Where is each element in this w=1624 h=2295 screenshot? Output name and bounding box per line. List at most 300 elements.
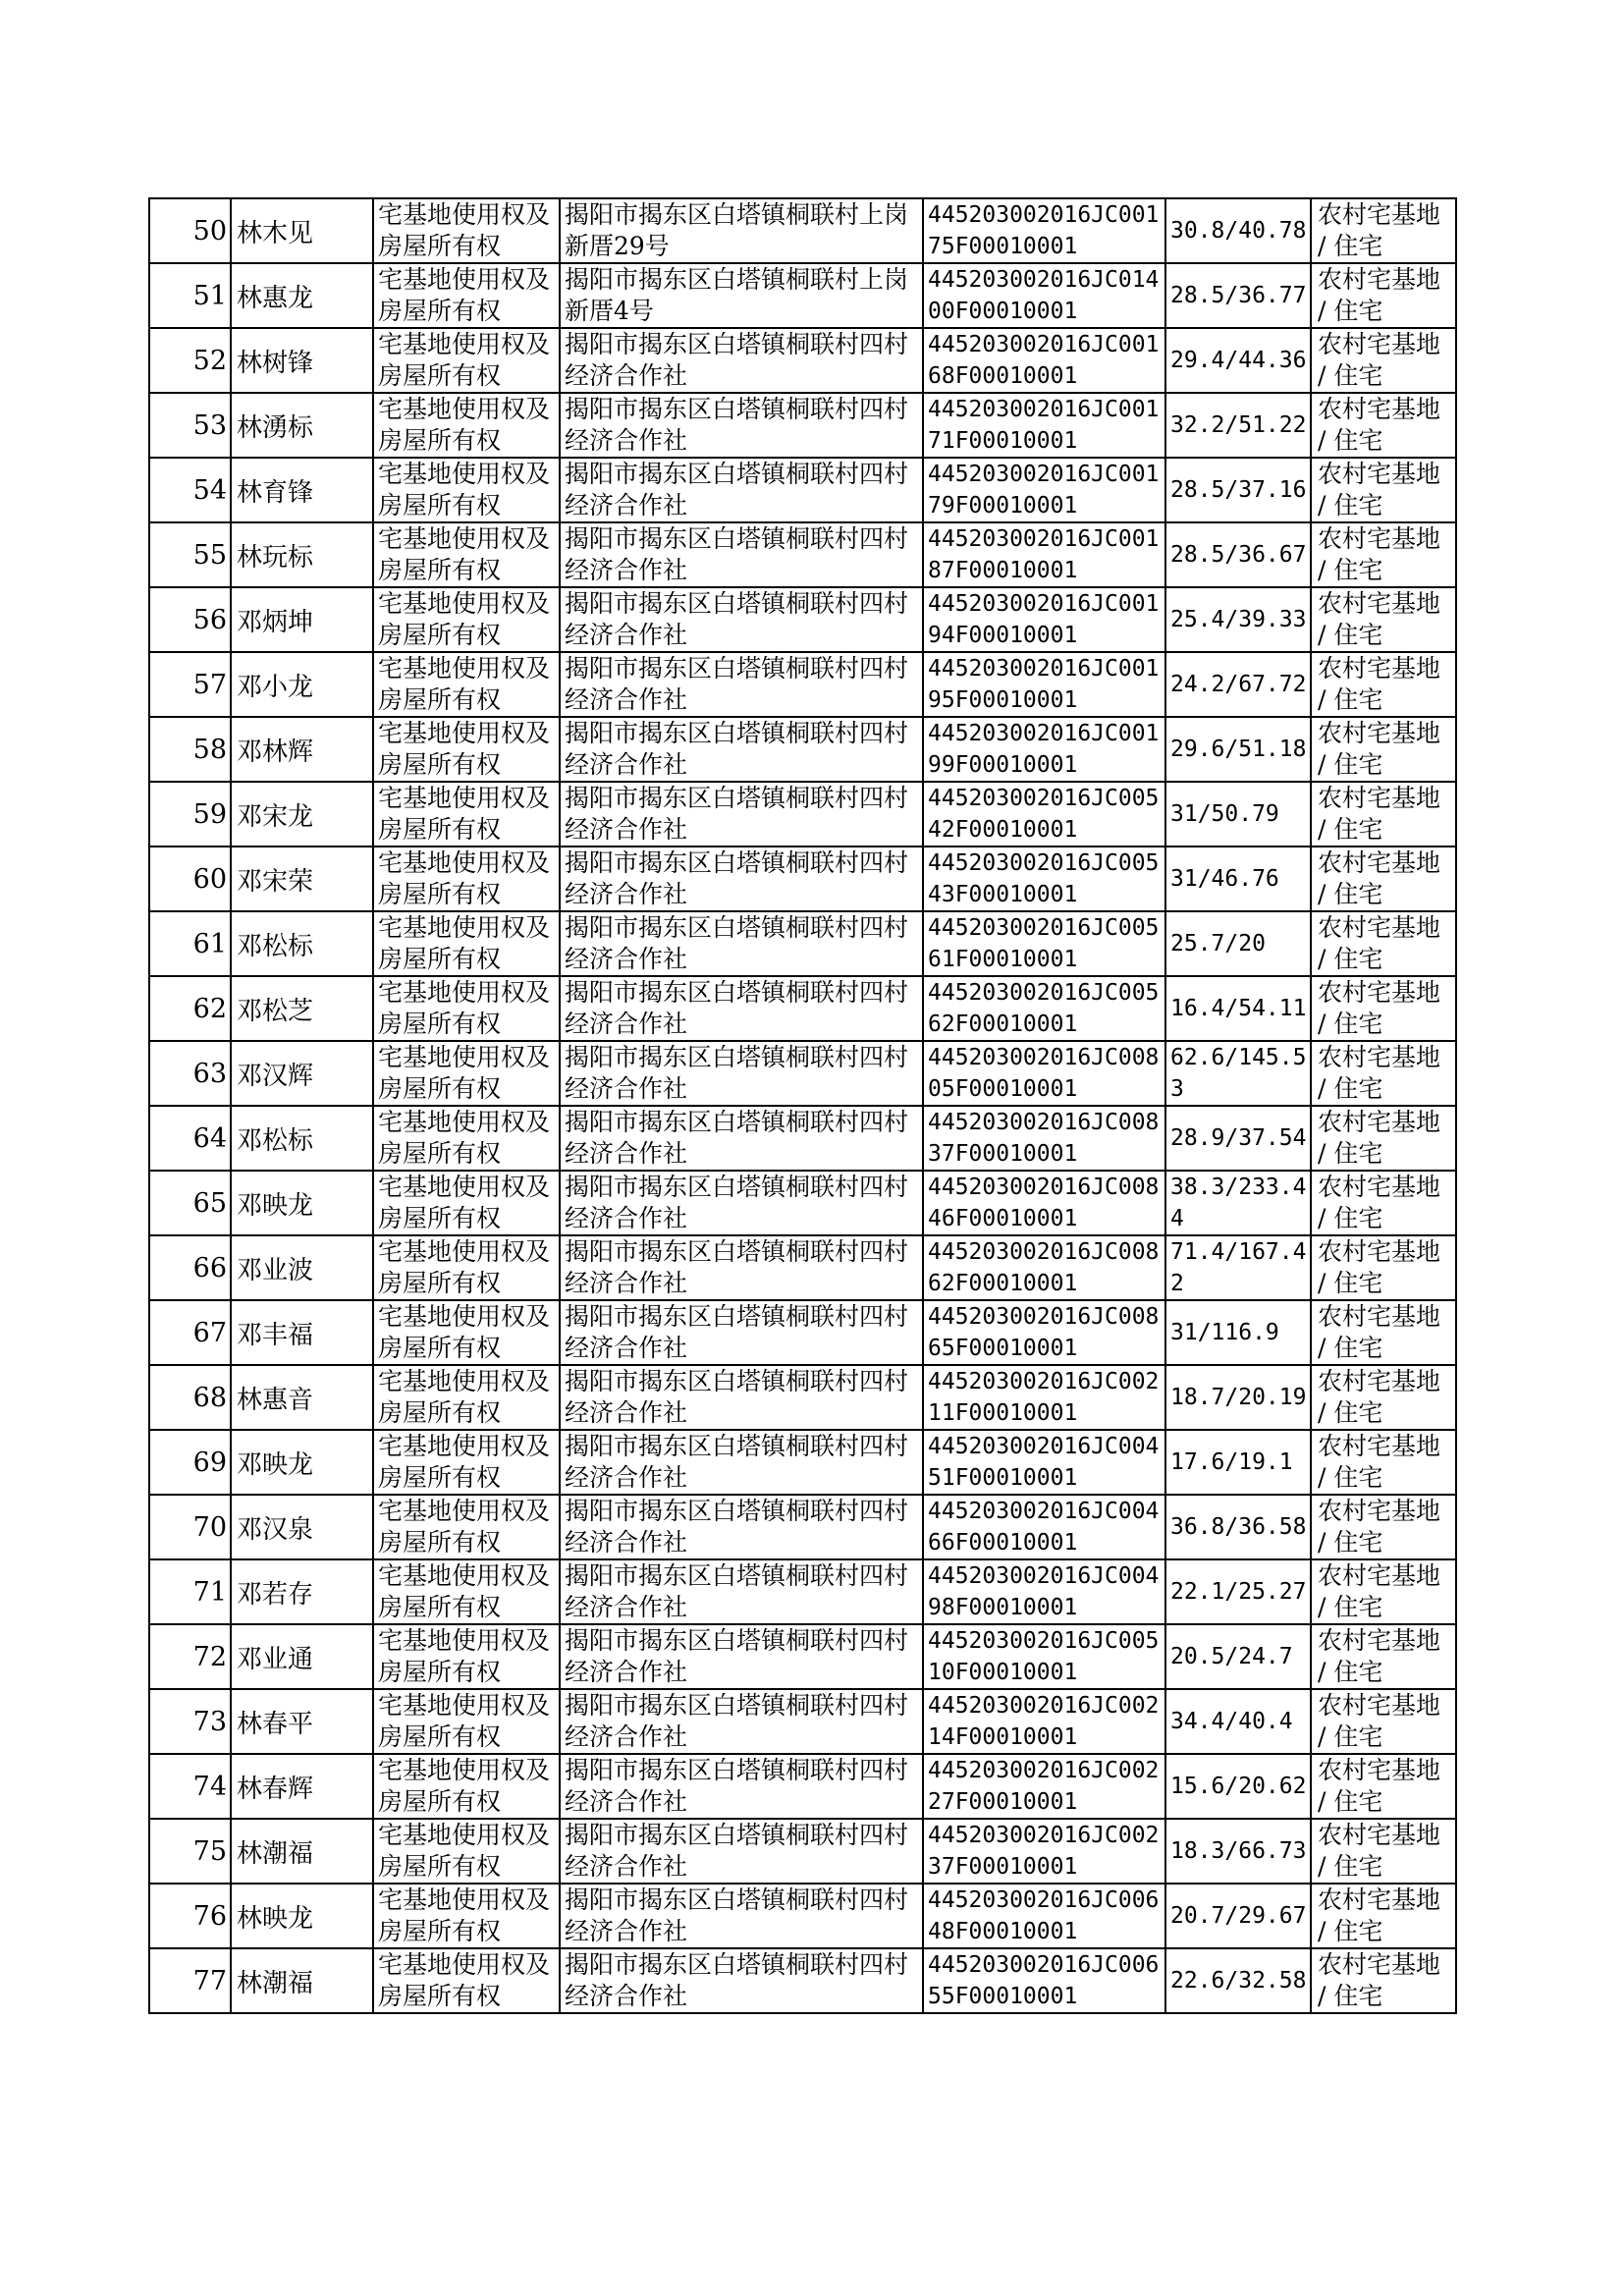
area-value: 34.4/40.4	[1170, 1709, 1293, 1734]
property-location-cell	[560, 1754, 923, 1819]
land-use-cell	[1311, 847, 1456, 911]
area-value-cell	[1165, 1689, 1311, 1754]
unit-code-cell	[923, 328, 1165, 393]
property-location-cell	[560, 458, 923, 522]
area-value: 28.9/37.54	[1170, 1125, 1307, 1151]
area-value-cell	[1165, 1041, 1311, 1106]
row-number: 57	[149, 652, 231, 717]
unit-code: 445203002016JC00498F00010001	[928, 1563, 1160, 1620]
area-value-cell	[1165, 522, 1311, 587]
area-value-cell	[1165, 782, 1311, 847]
property-location: 揭阳市揭东区白塔镇桐联村四村经济合作社	[565, 978, 909, 1038]
property-location: 揭阳市揭东区白塔镇桐联村四村经济合作社	[565, 1561, 909, 1621]
right-type-cell	[373, 198, 560, 263]
unit-code: 445203002016JC00466F00010001	[928, 1499, 1160, 1556]
unit-code-cell	[923, 1689, 1165, 1754]
unit-code-cell	[923, 198, 1165, 263]
land-use-cell	[1311, 1430, 1456, 1495]
unit-code: 445203002016JC00175F00010001	[928, 202, 1160, 259]
right-type-cell	[373, 1365, 560, 1430]
table-row	[149, 782, 1456, 847]
land-use-cell	[1311, 1235, 1456, 1300]
land-use: 农村宅基地 / 住宅	[1318, 395, 1448, 455]
property-location-cell	[560, 198, 923, 263]
land-use-cell	[1311, 652, 1456, 717]
land-use-cell	[1311, 393, 1456, 458]
property-location: 揭阳市揭东区白塔镇桐联村四村经济合作社	[565, 395, 909, 455]
area-value: 36.8/36.58	[1170, 1514, 1307, 1540]
unit-code-cell	[923, 782, 1165, 847]
land-use: 农村宅基地 / 住宅	[1318, 1950, 1448, 2010]
unit-code: 445203002016JC00543F00010001	[928, 850, 1160, 907]
owner-name: 邓松标	[231, 911, 373, 976]
property-location-cell	[560, 522, 923, 587]
area-value: 15.6/20.62	[1170, 1774, 1307, 1799]
owner-name: 邓业波	[231, 1235, 373, 1300]
area-value: 18.3/66.73	[1170, 1838, 1307, 1864]
unit-code-cell	[923, 1041, 1165, 1106]
right-type: 宅基地使用权及房屋所有权	[378, 1821, 551, 1881]
land-use: 农村宅基地 / 住宅	[1318, 784, 1448, 844]
land-use: 农村宅基地 / 住宅	[1318, 1497, 1448, 1557]
unit-code-cell	[923, 1430, 1165, 1495]
property-location-cell	[560, 1624, 923, 1689]
unit-code: 445203002016JC00214F00010001	[928, 1693, 1160, 1750]
area-value: 25.7/20	[1170, 931, 1266, 956]
land-use: 农村宅基地 / 住宅	[1318, 524, 1448, 584]
right-type-cell	[373, 976, 560, 1041]
property-location: 揭阳市揭东区白塔镇桐联村四村经济合作社	[565, 460, 909, 519]
land-use: 农村宅基地 / 住宅	[1318, 460, 1448, 519]
unit-code-cell	[923, 1495, 1165, 1559]
property-location-cell	[560, 1106, 923, 1171]
area-value: 25.4/39.33	[1170, 607, 1307, 632]
row-number: 56	[149, 587, 231, 652]
row-number: 75	[149, 1819, 231, 1884]
area-value: 28.5/36.67	[1170, 542, 1307, 568]
right-type-cell	[373, 1106, 560, 1171]
owner-name: 林惠龙	[231, 263, 373, 328]
owner-name: 邓炳坤	[231, 587, 373, 652]
land-use-cell	[1311, 1365, 1456, 1430]
unit-code: 445203002016JC00561F00010001	[928, 915, 1160, 972]
property-location: 揭阳市揭东区白塔镇桐联村四村经济合作社	[565, 1821, 909, 1881]
area-value-cell	[1165, 1559, 1311, 1624]
land-use: 农村宅基地 / 住宅	[1318, 1432, 1448, 1492]
owner-name: 邓小龙	[231, 652, 373, 717]
right-type-cell	[373, 1948, 560, 2013]
unit-code: 445203002016JC00168F00010001	[928, 332, 1160, 389]
land-use-cell	[1311, 1689, 1456, 1754]
table-row	[149, 393, 1456, 458]
table-body	[149, 198, 1456, 2013]
right-type: 宅基地使用权及房屋所有权	[378, 265, 551, 325]
row-number: 70	[149, 1495, 231, 1559]
area-value-cell	[1165, 1754, 1311, 1819]
unit-code: 445203002016JC00655F00010001	[928, 1952, 1160, 2009]
property-location: 揭阳市揭东区白塔镇桐联村四村经济合作社	[565, 524, 909, 584]
land-use-cell	[1311, 1041, 1456, 1106]
land-use: 农村宅基地 / 住宅	[1318, 1108, 1448, 1168]
owner-name: 林育锋	[231, 458, 373, 522]
unit-code: 445203002016JC00194F00010001	[928, 591, 1160, 648]
land-use-cell	[1311, 198, 1456, 263]
right-type: 宅基地使用权及房屋所有权	[378, 1173, 551, 1232]
unit-code-cell	[923, 976, 1165, 1041]
unit-code-cell	[923, 1948, 1165, 2013]
land-use-cell	[1311, 1948, 1456, 2013]
property-location-cell	[560, 1300, 923, 1365]
owner-name: 邓映龙	[231, 1430, 373, 1495]
land-use-cell	[1311, 1106, 1456, 1171]
land-use-cell	[1311, 328, 1456, 393]
owner-name: 邓松标	[231, 1106, 373, 1171]
land-use-cell	[1311, 911, 1456, 976]
property-location: 揭阳市揭东区白塔镇桐联村四村经济合作社	[565, 330, 909, 390]
land-use: 农村宅基地 / 住宅	[1318, 1237, 1448, 1297]
table-row	[149, 1884, 1456, 1948]
right-type: 宅基地使用权及房屋所有权	[378, 1950, 551, 2010]
right-type: 宅基地使用权及房屋所有权	[378, 848, 551, 908]
unit-code: 445203002016JC00648F00010001	[928, 1887, 1160, 1944]
area-value-cell	[1165, 1495, 1311, 1559]
table-row	[149, 1624, 1456, 1689]
area-value: 31/50.79	[1170, 801, 1279, 827]
area-value-cell	[1165, 652, 1311, 717]
right-type: 宅基地使用权及房屋所有权	[378, 1756, 551, 1816]
land-use-cell	[1311, 458, 1456, 522]
land-use: 农村宅基地 / 住宅	[1318, 1561, 1448, 1621]
property-location: 揭阳市揭东区白塔镇桐联村四村经济合作社	[565, 784, 909, 844]
table-row	[149, 263, 1456, 328]
row-number: 68	[149, 1365, 231, 1430]
property-location-cell	[560, 1689, 923, 1754]
unit-code-cell	[923, 717, 1165, 782]
row-number: 65	[149, 1171, 231, 1235]
property-location: 揭阳市揭东区白塔镇桐联村四村经济合作社	[565, 719, 909, 779]
land-use-cell	[1311, 1559, 1456, 1624]
unit-code-cell	[923, 911, 1165, 976]
area-value: 22.6/32.58	[1170, 1968, 1307, 1994]
property-location: 揭阳市揭东区白塔镇桐联村四村经济合作社	[565, 1756, 909, 1816]
right-type: 宅基地使用权及房屋所有权	[378, 913, 551, 973]
owner-name: 林潮福	[231, 1819, 373, 1884]
unit-code: 445203002016JC00562F00010001	[928, 980, 1160, 1037]
table-row	[149, 1235, 1456, 1300]
row-number: 63	[149, 1041, 231, 1106]
area-value: 29.4/44.36	[1170, 348, 1307, 373]
property-location-cell	[560, 1430, 923, 1495]
unit-code: 445203002016JC00227F00010001	[928, 1758, 1160, 1815]
area-value: 20.7/29.67	[1170, 1903, 1307, 1929]
right-type-cell	[373, 328, 560, 393]
area-value-cell	[1165, 1884, 1311, 1948]
row-number: 51	[149, 263, 231, 328]
unit-code: 445203002016JC00195F00010001	[928, 656, 1160, 713]
right-type-cell	[373, 263, 560, 328]
land-use: 农村宅基地 / 住宅	[1318, 589, 1448, 649]
area-value: 28.5/36.77	[1170, 283, 1307, 308]
property-location-cell	[560, 652, 923, 717]
right-type-cell	[373, 1171, 560, 1235]
unit-code-cell	[923, 652, 1165, 717]
area-value: 31/46.76	[1170, 866, 1279, 892]
table-row	[149, 1495, 1456, 1559]
land-use: 农村宅基地 / 住宅	[1318, 1691, 1448, 1751]
area-value: 22.1/25.27	[1170, 1579, 1307, 1605]
land-use-cell	[1311, 1819, 1456, 1884]
row-number: 52	[149, 328, 231, 393]
land-use: 农村宅基地 / 住宅	[1318, 1885, 1448, 1945]
row-number: 61	[149, 911, 231, 976]
table-row	[149, 198, 1456, 263]
table-row	[149, 1430, 1456, 1495]
land-use: 农村宅基地 / 住宅	[1318, 1173, 1448, 1232]
area-value-cell	[1165, 263, 1311, 328]
property-location-cell	[560, 1365, 923, 1430]
property-location-cell	[560, 1235, 923, 1300]
row-number: 59	[149, 782, 231, 847]
area-value-cell	[1165, 458, 1311, 522]
area-value-cell	[1165, 1430, 1311, 1495]
area-value-cell	[1165, 393, 1311, 458]
unit-code-cell	[923, 1559, 1165, 1624]
property-location: 揭阳市揭东区白塔镇桐联村上岗新厝4号	[565, 265, 909, 325]
property-location: 揭阳市揭东区白塔镇桐联村四村经济合作社	[565, 1173, 909, 1232]
land-use: 农村宅基地 / 住宅	[1318, 1043, 1448, 1103]
right-type-cell	[373, 1819, 560, 1884]
land-use-cell	[1311, 1495, 1456, 1559]
property-location: 揭阳市揭东区白塔镇桐联村四村经济合作社	[565, 1043, 909, 1103]
right-type: 宅基地使用权及房屋所有权	[378, 719, 551, 779]
property-location-cell	[560, 1819, 923, 1884]
area-value: 62.6/145.53	[1170, 1045, 1307, 1102]
owner-name: 邓业通	[231, 1624, 373, 1689]
right-type-cell	[373, 1495, 560, 1559]
owner-name: 林潮福	[231, 1948, 373, 2013]
right-type: 宅基地使用权及房屋所有权	[378, 200, 551, 260]
owner-name: 邓宋龙	[231, 782, 373, 847]
land-use: 农村宅基地 / 住宅	[1318, 1756, 1448, 1816]
area-value-cell	[1165, 1235, 1311, 1300]
right-type: 宅基地使用权及房屋所有权	[378, 330, 551, 390]
land-use: 农村宅基地 / 住宅	[1318, 200, 1448, 260]
unit-code: 445203002016JC00846F00010001	[928, 1175, 1160, 1231]
owner-name: 邓映龙	[231, 1171, 373, 1235]
area-value: 71.4/167.42	[1170, 1239, 1307, 1296]
area-value: 31/116.9	[1170, 1320, 1279, 1345]
row-number: 73	[149, 1689, 231, 1754]
right-type: 宅基地使用权及房屋所有权	[378, 784, 551, 844]
property-location-cell	[560, 1948, 923, 2013]
unit-code-cell	[923, 1624, 1165, 1689]
table-row	[149, 587, 1456, 652]
table-row	[149, 652, 1456, 717]
owner-name: 林惠音	[231, 1365, 373, 1430]
area-value: 24.2/67.72	[1170, 672, 1307, 697]
right-type-cell	[373, 458, 560, 522]
owner-name: 邓汉辉	[231, 1041, 373, 1106]
table-row	[149, 1689, 1456, 1754]
land-use: 农村宅基地 / 住宅	[1318, 978, 1448, 1038]
table-row	[149, 1754, 1456, 1819]
unit-code-cell	[923, 1884, 1165, 1948]
property-location-cell	[560, 911, 923, 976]
property-location-cell	[560, 782, 923, 847]
right-type-cell	[373, 1041, 560, 1106]
property-location: 揭阳市揭东区白塔镇桐联村四村经济合作社	[565, 589, 909, 649]
property-location: 揭阳市揭东区白塔镇桐联村四村经济合作社	[565, 1432, 909, 1492]
area-value-cell	[1165, 976, 1311, 1041]
unit-code: 445203002016JC00865F00010001	[928, 1304, 1160, 1361]
row-number: 66	[149, 1235, 231, 1300]
table-row	[149, 1559, 1456, 1624]
area-value: 32.2/51.22	[1170, 412, 1307, 438]
owner-name: 邓汉泉	[231, 1495, 373, 1559]
area-value: 17.6/19.1	[1170, 1449, 1293, 1475]
unit-code: 445203002016JC00199F00010001	[928, 721, 1160, 778]
property-location-cell	[560, 587, 923, 652]
owner-name: 林木见	[231, 198, 373, 263]
unit-code-cell	[923, 587, 1165, 652]
row-number: 76	[149, 1884, 231, 1948]
area-value: 30.8/40.78	[1170, 218, 1307, 244]
unit-code: 445203002016JC00171F00010001	[928, 397, 1160, 454]
owner-name: 林映龙	[231, 1884, 373, 1948]
table-row	[149, 522, 1456, 587]
unit-code-cell	[923, 458, 1165, 522]
table-row	[149, 911, 1456, 976]
property-location-cell	[560, 328, 923, 393]
land-use-cell	[1311, 1624, 1456, 1689]
row-number: 53	[149, 393, 231, 458]
unit-code-cell	[923, 1171, 1165, 1235]
land-use: 农村宅基地 / 住宅	[1318, 1821, 1448, 1881]
right-type-cell	[373, 1235, 560, 1300]
land-use-cell	[1311, 782, 1456, 847]
land-use: 农村宅基地 / 住宅	[1318, 848, 1448, 908]
right-type: 宅基地使用权及房屋所有权	[378, 978, 551, 1038]
unit-code: 445203002016JC00862F00010001	[928, 1239, 1160, 1296]
right-type: 宅基地使用权及房屋所有权	[378, 460, 551, 519]
area-value-cell	[1165, 911, 1311, 976]
property-location-cell	[560, 847, 923, 911]
right-type: 宅基地使用权及房屋所有权	[378, 1108, 551, 1168]
row-number: 67	[149, 1300, 231, 1365]
property-location: 揭阳市揭东区白塔镇桐联村四村经济合作社	[565, 1885, 909, 1945]
property-location: 揭阳市揭东区白塔镇桐联村四村经济合作社	[565, 1302, 909, 1362]
land-use: 农村宅基地 / 住宅	[1318, 1367, 1448, 1427]
area-value-cell	[1165, 847, 1311, 911]
area-value-cell	[1165, 717, 1311, 782]
unit-code-cell	[923, 1754, 1165, 1819]
right-type: 宅基地使用权及房屋所有权	[378, 524, 551, 584]
land-use-cell	[1311, 976, 1456, 1041]
row-number: 69	[149, 1430, 231, 1495]
unit-code: 445203002016JC00187F00010001	[928, 526, 1160, 583]
unit-code-cell	[923, 1106, 1165, 1171]
area-value-cell	[1165, 1624, 1311, 1689]
property-location-cell	[560, 1495, 923, 1559]
property-location: 揭阳市揭东区白塔镇桐联村四村经济合作社	[565, 1691, 909, 1751]
property-location: 揭阳市揭东区白塔镇桐联村四村经济合作社	[565, 1108, 909, 1168]
row-number: 50	[149, 198, 231, 263]
row-number: 71	[149, 1559, 231, 1624]
unit-code-cell	[923, 1235, 1165, 1300]
property-location: 揭阳市揭东区白塔镇桐联村上岗新厝29号	[565, 200, 909, 260]
table-row	[149, 1948, 1456, 2013]
area-value-cell	[1165, 198, 1311, 263]
unit-code: 445203002016JC00542F00010001	[928, 786, 1160, 843]
land-use-cell	[1311, 522, 1456, 587]
area-value: 16.4/54.11	[1170, 996, 1307, 1021]
right-type: 宅基地使用权及房屋所有权	[378, 1237, 551, 1297]
table-row	[149, 1819, 1456, 1884]
area-value: 20.5/24.7	[1170, 1644, 1293, 1669]
property-location: 揭阳市揭东区白塔镇桐联村四村经济合作社	[565, 1950, 909, 2010]
row-number: 72	[149, 1624, 231, 1689]
right-type-cell	[373, 782, 560, 847]
area-value-cell	[1165, 1365, 1311, 1430]
owner-name: 邓宋荣	[231, 847, 373, 911]
right-type-cell	[373, 393, 560, 458]
owner-name: 林春平	[231, 1689, 373, 1754]
table-row	[149, 1171, 1456, 1235]
table-row	[149, 328, 1456, 393]
land-use: 农村宅基地 / 住宅	[1318, 1626, 1448, 1686]
unit-code: 445203002016JC00211F00010001	[928, 1369, 1160, 1426]
right-type-cell	[373, 1689, 560, 1754]
table-row	[149, 976, 1456, 1041]
area-value: 18.7/20.19	[1170, 1385, 1307, 1410]
row-number: 54	[149, 458, 231, 522]
owner-name: 林春辉	[231, 1754, 373, 1819]
right-type-cell	[373, 587, 560, 652]
owner-name: 林湧标	[231, 393, 373, 458]
right-type: 宅基地使用权及房屋所有权	[378, 1626, 551, 1686]
area-value: 28.5/37.16	[1170, 477, 1307, 503]
right-type-cell	[373, 1559, 560, 1624]
unit-code: 445203002016JC00510F00010001	[928, 1628, 1160, 1685]
land-use-cell	[1311, 1884, 1456, 1948]
unit-code-cell	[923, 1365, 1165, 1430]
property-location-cell	[560, 1041, 923, 1106]
land-use: 农村宅基地 / 住宅	[1318, 1302, 1448, 1362]
table-row	[149, 847, 1456, 911]
table-row	[149, 458, 1456, 522]
unit-code-cell	[923, 263, 1165, 328]
right-type: 宅基地使用权及房屋所有权	[378, 1043, 551, 1103]
owner-name: 邓若存	[231, 1559, 373, 1624]
property-location: 揭阳市揭东区白塔镇桐联村四村经济合作社	[565, 1626, 909, 1686]
land-use: 农村宅基地 / 住宅	[1318, 265, 1448, 325]
unit-code: 445203002016JC00237F00010001	[928, 1823, 1160, 1880]
area-value-cell	[1165, 1106, 1311, 1171]
right-type: 宅基地使用权及房屋所有权	[378, 1432, 551, 1492]
right-type: 宅基地使用权及房屋所有权	[378, 1561, 551, 1621]
land-use-cell	[1311, 1300, 1456, 1365]
right-type: 宅基地使用权及房屋所有权	[378, 1302, 551, 1362]
area-value-cell	[1165, 587, 1311, 652]
owner-name: 林树锋	[231, 328, 373, 393]
unit-code: 445203002016JC00805F00010001	[928, 1045, 1160, 1102]
property-rights-table	[148, 197, 1457, 2014]
right-type-cell	[373, 1754, 560, 1819]
area-value-cell	[1165, 1948, 1311, 2013]
area-value-cell	[1165, 1171, 1311, 1235]
land-use-cell	[1311, 1171, 1456, 1235]
land-use-cell	[1311, 717, 1456, 782]
